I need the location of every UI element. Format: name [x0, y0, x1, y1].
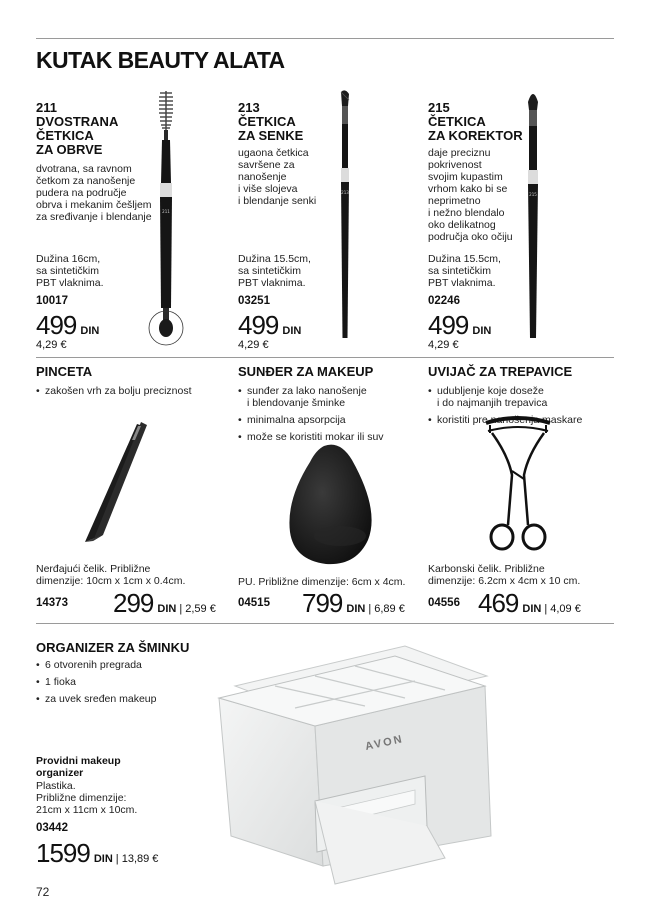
tweezers-image — [75, 420, 155, 550]
price-line — [113, 590, 216, 616]
description-line: neprimetno — [428, 195, 481, 207]
description-line: savršene za — [238, 159, 295, 171]
product-name-line: ČETKICA — [36, 128, 94, 143]
price-eur: 4,29 € — [238, 339, 269, 351]
price-value: 1599 — [36, 838, 90, 868]
product-name-line: ČETKICA — [238, 114, 296, 129]
price-currency: DIN — [157, 603, 177, 615]
description-line: i nežno blendalo — [428, 207, 505, 219]
price-value: 299 — [113, 588, 154, 618]
subtitle-line: Providni makeup — [36, 755, 121, 767]
product-code: 02246 — [428, 295, 460, 307]
price-value: 499 — [428, 310, 469, 340]
description-line: daje preciznu — [428, 147, 491, 159]
price-currency: DIN — [282, 325, 302, 337]
spec-line: 21cm x 11cm x 10cm. — [36, 804, 138, 816]
price-line — [428, 312, 491, 338]
brow-brush-image — [145, 88, 195, 358]
description-line: i više slojeva — [238, 183, 298, 195]
spec-line: Plastika. — [36, 780, 76, 792]
bullet-item: • udubljenje koje doseže — [428, 385, 618, 397]
product-spec — [36, 253, 104, 289]
product-code: 03251 — [238, 295, 270, 307]
section-rule — [36, 357, 614, 358]
price-currency: DIN — [93, 853, 113, 865]
brush-handle-label: 215 — [529, 192, 537, 197]
bullet-item: • zakošen vrh za bolju preciznost — [36, 385, 226, 397]
organizer-spec — [36, 780, 137, 816]
product-brush-215 — [428, 101, 528, 143]
product-description — [428, 147, 528, 243]
description-line: područja oko očiju — [428, 231, 513, 243]
product-name-line: DVOSTRANA — [36, 114, 119, 129]
bullet-item: • minimalna apsorpcija — [238, 414, 418, 426]
price-line — [478, 590, 581, 616]
price-eur: | 2,59 € — [179, 603, 216, 615]
bullet-item-continuation: i do najmanjih trepavica — [437, 397, 548, 409]
product-spec — [238, 253, 311, 289]
tool-name: PINCETA — [36, 364, 93, 379]
page-title: KUTAK BEAUTY ALATA — [36, 47, 285, 73]
spec-line: dimenzije: 10cm x 1cm x 0.4cm. — [36, 575, 186, 587]
product-name-line: ZA KOREKTOR — [428, 128, 523, 143]
description-line: pudera na područje — [36, 187, 127, 199]
product-number: 215 — [428, 100, 450, 115]
section-rule — [36, 623, 614, 624]
organizer-image — [215, 636, 525, 898]
brush-handle-label: 213 — [341, 190, 349, 195]
bullet-item: • 6 otvorenih pregrada — [36, 659, 216, 671]
price-eur: | 4,09 € — [544, 603, 581, 615]
tool-name: SUNĐER ZA MAKEUP — [238, 364, 374, 379]
sponge-image — [280, 440, 390, 570]
tool-spec — [238, 576, 405, 588]
spec-line: Nerđajući čelik. Približne — [36, 563, 151, 575]
spec-line: Približne dimenzije: — [36, 792, 127, 804]
product-spec — [428, 253, 501, 289]
tool-spec — [428, 563, 580, 587]
bullet-item: • koristiti pre nanošenja maskare — [428, 414, 618, 426]
description-line: dvotrana, sa ravnom — [36, 163, 132, 175]
bullet-item: • 1 fioka — [36, 676, 216, 688]
price-value: 499 — [36, 310, 77, 340]
description-line: vrhom kako bi se — [428, 183, 508, 195]
spec-line: Dužina 15.5cm, — [428, 253, 501, 265]
spec-line: PBT vlaknima. — [238, 277, 306, 289]
description-line: za sređivanje i blendanje — [36, 211, 152, 223]
tool-name: UVIJAČ ZA TREPAVICE — [428, 364, 573, 379]
description-line: obrva i mekanim češljem — [36, 199, 152, 211]
product-code: 04556 — [428, 597, 460, 609]
organizer-subtitle — [36, 755, 121, 779]
price-eur: | 13,89 € — [115, 853, 159, 865]
organizer-bullets — [36, 659, 216, 710]
avon-logo: AVON — [364, 733, 405, 753]
description-line: svojim kupastim — [428, 171, 503, 183]
product-number: 213 — [238, 100, 260, 115]
brush-handle-label: 211 — [162, 209, 170, 214]
product-description — [238, 147, 338, 207]
tool-bullets — [36, 385, 226, 402]
price-currency: DIN — [522, 603, 542, 615]
description-line: i blendanje senki — [238, 195, 317, 207]
spec-line: PBT vlaknima. — [428, 277, 496, 289]
product-name-line: ZA SENKE — [238, 128, 304, 143]
bullet-item: • sunđer za lako nanošenje — [238, 385, 418, 397]
product-code: 14373 — [36, 597, 68, 609]
product-name-line: ČETKICA — [428, 114, 486, 129]
price-value: 799 — [302, 588, 343, 618]
tool-bullets — [238, 385, 418, 448]
price-currency: DIN — [472, 325, 492, 337]
top-rule — [36, 38, 614, 39]
product-code: 04515 — [238, 597, 270, 609]
description-line: četkom za nanošenje — [36, 175, 136, 187]
description-line: nanošenje — [238, 171, 287, 183]
bullet-item: • za uvek sređen makeup — [36, 693, 216, 705]
spec-line: Karbonski čelik. Približne — [428, 563, 545, 575]
product-code: 10017 — [36, 295, 68, 307]
price-line — [302, 590, 405, 616]
product-number: 211 — [36, 100, 57, 115]
price-line — [36, 312, 99, 338]
tool-spec — [36, 563, 185, 587]
bullet-item-continuation: i blendovanje šminke — [247, 397, 346, 409]
price-eur: 4,29 € — [36, 339, 67, 351]
organizer-name: ORGANIZER ZA ŠMINKU — [36, 640, 190, 655]
product-code: 03442 — [36, 822, 68, 834]
price-currency: DIN — [346, 603, 366, 615]
subtitle-line: organizer — [36, 767, 84, 779]
spec-line: sa sintetičkim — [36, 265, 100, 277]
eyelash-curler-image — [478, 415, 558, 555]
spec-line: Dužina 15.5cm, — [238, 253, 311, 265]
price-eur: 4,29 € — [428, 339, 459, 351]
description-line: ugaona četkica — [238, 147, 309, 159]
price-line — [238, 312, 301, 338]
bullet-item: • može se koristiti mokar ili suv — [238, 431, 418, 443]
price-currency: DIN — [80, 325, 100, 337]
description-line: oko delikatnog — [428, 219, 496, 231]
price-value: 499 — [238, 310, 279, 340]
price-value: 469 — [478, 588, 519, 618]
page-number: 72 — [36, 885, 50, 899]
spec-line: sa sintetičkim — [428, 265, 492, 277]
price-eur: | 6,89 € — [368, 603, 405, 615]
spec-line: sa sintetičkim — [238, 265, 302, 277]
eyeshadow-brush-image — [330, 88, 360, 348]
description-line: pokrivenost — [428, 159, 482, 171]
spec-line: Dužina 16cm, — [36, 253, 101, 265]
spec-line: PU. Približne dimenzije: 6cm x 4cm. — [238, 576, 406, 588]
product-name-line: ZA OBRVE — [36, 142, 103, 157]
product-brush-213 — [238, 101, 338, 143]
price-line — [36, 840, 158, 866]
spec-line: dimenzije: 6.2cm x 4cm x 10 cm. — [428, 575, 581, 587]
concealer-brush-image — [518, 88, 548, 348]
spec-line: PBT vlaknima. — [36, 277, 104, 289]
